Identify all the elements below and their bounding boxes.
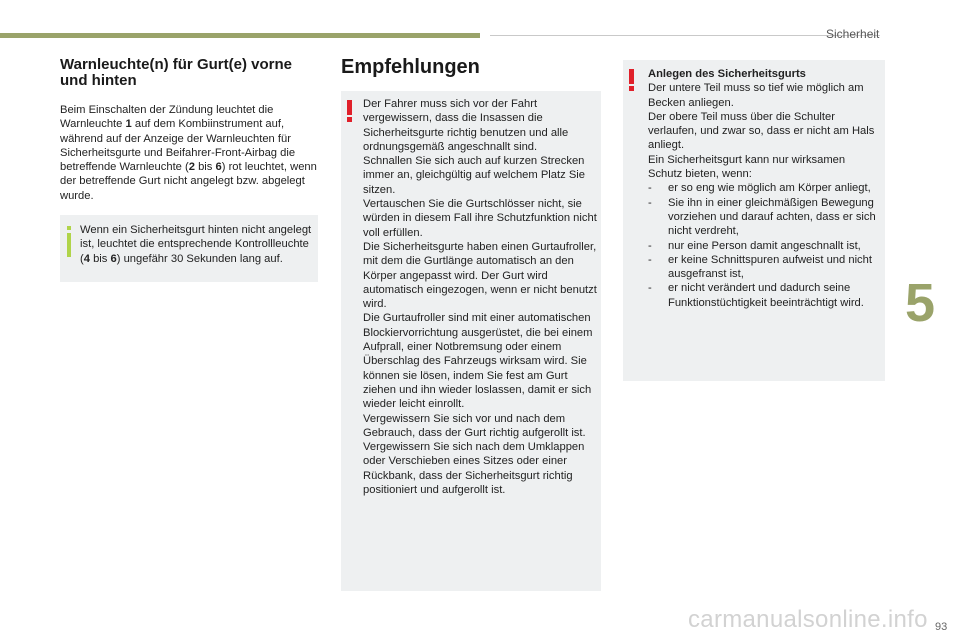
page-number: 93 <box>935 621 948 633</box>
fastening-text: Der untere Teil muss so tief wie möglich am Becken anliegen. Der obere Teil muss über die Schulter verlaufen, und zwar so, dass er nicht am Hals anliegt. Ein Sicherheitsgurt kann nur wirksamen Schutz bieten, wenn: <box>648 82 875 181</box>
recommendations-text: Der Fahrer muss sich vor der Fahrt vergewissern, dass die Insassen die Sicherheitsgurte richtig benutzen und alle ordnungsgemäß angeschnallt sind. Schnallen Sie sich auch auf kurzen Strecken immer an, gleichgültig auf welchem Platz Sie sitzen. Vertauschen Sie die Gurtschlösser nicht, sie würden in diesem Fall ihre Schutzfunktion nicht voll erfüllen. Die Sicherheitsgurte haben einen Gurtaufroller, mit dem die Gurtlänge automatisch an den Körper angepasst wird. Der Gurt wird automatisch eingezogen, wenn er nicht benutzt wird. Die Gurtaufroller sind mit einer automatischen Blockiervorrichtung ausgerüstet, die bei einem Aufprall, einer Notbremsung oder einem Überschlag des Fahrzeugs wirksam wird. Sie können sie lösen, indem Sie fest am Gurt ziehen und ihn wieder loslassen, damit er sich wieder leicht einrollt. Vergewissern Sie sich vor und nach dem Gebrauch, dass der Gurt richtig aufgerollt ist. Vergewissern Sie sich nach dem Umklappen oder Verschieben eines Sitzes oder einer Rückbank, dass der Sicherheitsgurt richtig positioniert und aufgerollt ist. <box>363 98 597 497</box>
warning-box-recommendations <box>341 91 601 591</box>
fastening-content <box>648 67 882 310</box>
info-box <box>60 215 318 282</box>
fastening-condition-item: - er keine Schnittspuren aufweist und nicht ausgefranst ist, <box>648 253 882 282</box>
fastening-condition-item: - Sie ihn in einer gleichmäßigen Bewegung vorziehen und darauf achten, dass er sich nicht verdreht, <box>648 196 882 239</box>
header-rule <box>490 35 880 36</box>
info-icon <box>67 226 71 258</box>
warning-lamps-paragraph: Beim Einschalten der Zündung leuchtet die Warnleuchte 1 auf dem Kombiinstrument auf, während auf der Anzeige der Warnleuchten für Sicherheitsgurte und Beifahrer-Front-Airbag die betreffende Warnleuchte (2 bis 6) rot leuchtet, wenn der betreffende Gurt nicht angelegt bzw. abgelegt wurde. <box>60 104 317 202</box>
recommendations-heading: Empfehlungen <box>341 56 480 78</box>
warning-icon <box>629 69 634 91</box>
warning-icon <box>347 100 352 122</box>
fastening-conditions-list <box>648 181 882 310</box>
fastening-condition-item: - nur eine Person damit angeschnallt ist, <box>648 239 882 253</box>
header-accent-bar <box>0 33 480 38</box>
section-label: Sicherheit <box>826 27 880 41</box>
warning-lamps-heading: Warnleuchte(n) für Gurt(e) vorne und hinten <box>60 56 292 89</box>
fastening-condition-item: - er so eng wie möglich am Körper anliegt, <box>648 181 882 195</box>
info-text: Wenn ein Sicherheitsgurt hinten nicht angelegt ist, leuchtet die entsprechende Kontrollleuchte (4 bis 6) ungefähr 30 Sekunden lang auf. <box>80 224 312 265</box>
warning-box-fastening <box>623 60 885 381</box>
fastening-title: Anlegen des Sicherheitsgurts <box>648 68 806 80</box>
chapter-number: 5 <box>905 273 936 333</box>
fastening-condition-item: - er nicht verändert und dadurch seine Funktionstüchtigkeit beeinträchtigt wird. <box>648 281 882 310</box>
watermark: carmanualsonline.info <box>688 606 928 633</box>
